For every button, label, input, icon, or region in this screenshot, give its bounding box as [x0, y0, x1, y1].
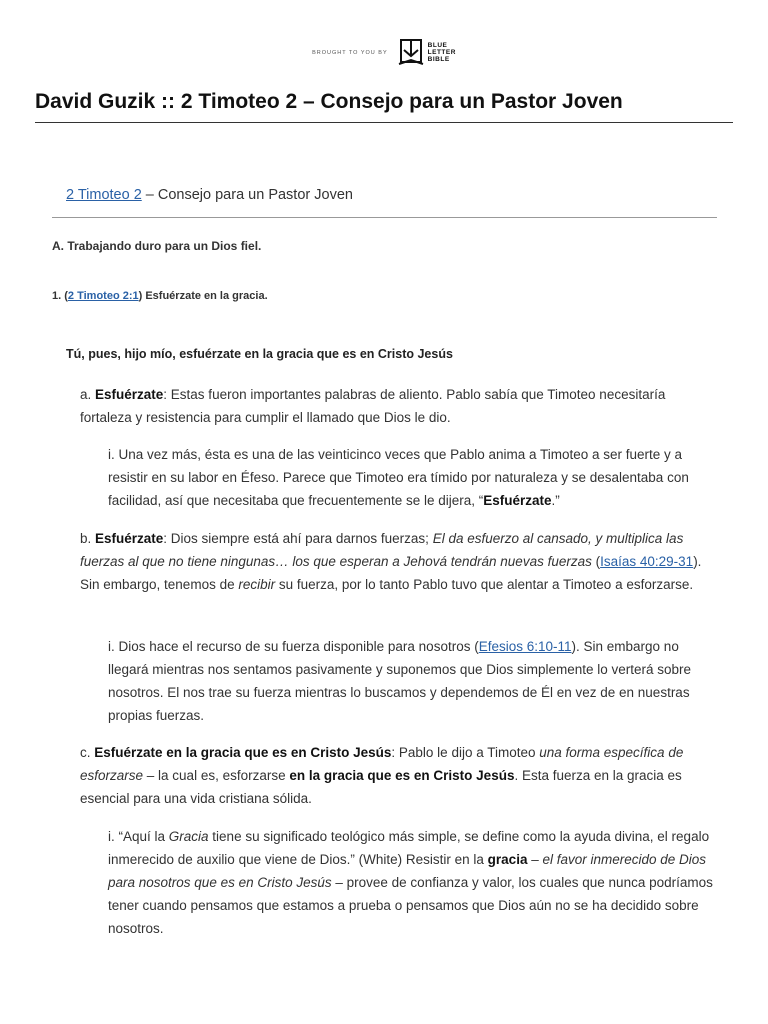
- isaias-link[interactable]: Isaías 40:29-31: [600, 554, 694, 569]
- verse-reference-link[interactable]: 2 Timoteo 2:1: [67, 290, 139, 302]
- text-b-3: ). Sin embargo, tenemos de: [80, 554, 702, 592]
- text-c-i-2: tiene su significado teológico más simple, se define como la ayuda divina, el regalo inmerecido de auxilio que viene de Dios.” (White) Resistir en la: [108, 829, 710, 867]
- text-b-i-1: i. Dios hace el recurso de su fuerza disponible para nosotros (: [108, 639, 479, 654]
- keyword-a: Esfuérzate: [95, 387, 164, 402]
- logo-wordmark: [428, 42, 456, 63]
- emphasis-c: una forma específica de esforzarse: [80, 745, 684, 783]
- text-b-4: su fuerza, por lo tanto Pablo tuvo que alentar a Timoteo a esforzarse.: [275, 577, 694, 592]
- section-heading-a: A. Trabajando duro para un Dios fiel.: [52, 239, 262, 253]
- text-b-2: (: [591, 554, 601, 569]
- text-c-1: : Pablo le dijo a Timoteo: [391, 745, 540, 760]
- keyword-b: Esfuérzate: [95, 531, 164, 546]
- end-a-i: .”: [551, 493, 560, 508]
- keyword-c-1: Esfuérzate en la gracia que es en Cristo Jesús: [94, 745, 392, 760]
- keyword-gracia: gracia: [487, 852, 528, 867]
- efesios-link[interactable]: Efesios 6:10-11: [478, 639, 572, 654]
- point-title: ) Esfuérzate en la gracia.: [138, 290, 268, 302]
- chapter-link[interactable]: 2 Timoteo 2: [66, 187, 142, 203]
- chapter-subtitle: – Consejo para un Pastor Joven: [141, 187, 353, 203]
- label-b: b.: [80, 531, 96, 546]
- text-c-3: . Esta fuerza en la gracia es esencial para una vida cristiana sólida.: [80, 768, 682, 806]
- chapter-header: [66, 187, 353, 203]
- text-c-i-3: –: [527, 852, 543, 867]
- text-b-i-2: ). Sin embargo no llegará mientras nos sentamos pasivamente y suponemos que Dios simplemente lo verterá sobre nosotros. El nos trae su fuerza mientras lo buscamos y dependemos de Él en vez de en nuestras propias fuerzas.: [108, 639, 692, 723]
- blue-letter-bible-logo-icon[interactable]: [398, 36, 424, 68]
- label-a: a.: [80, 387, 96, 402]
- quote-b: El da esfuerzo al cansado, y multiplica las fuerzas al que no tiene ningunas… los que esperan a Jehová tendrán nuevas fuerzas: [80, 531, 684, 569]
- text-c-2: – la cual es, esforzarse: [143, 768, 290, 783]
- label-c: c.: [80, 745, 95, 760]
- verse-text: Tú, pues, hijo mío, esfuérzate en la gracia que es en Cristo Jesús: [66, 347, 453, 361]
- text-c-i-4: – provee de confianza y valor, los cuales que nunca podríamos tener cuando pensamos que estamos a prueba o pensamos que Dios aún no se ha decidido sobre nosotros.: [108, 875, 713, 936]
- chapter-divider: [52, 217, 717, 218]
- page-title: David Guzik :: 2 Timoteo 2 – Consejo para un Pastor Joven: [35, 90, 623, 113]
- keyword-c-2: en la gracia que es en Cristo Jesús: [289, 768, 515, 783]
- brought-to-you-by: BROUGHT TO YOU BY: [312, 50, 388, 56]
- text-a: : Estas fueron importantes palabras de aliento. Pablo sabía que Timoteo necesitaría fortaleza y resistencia para cumplir el llamado que Dios le dio.: [80, 387, 666, 425]
- text-a-i: i. Una vez más, ésta es una de las veinticinco veces que Pablo anima a Timoteo a ser fuerte y a resistir en su labor en Éfeso. Parece que Timoteo era tímido por naturaleza y se desalentaba con facilidad, así que necesitaba que frecuentemente se le dijera, “: [108, 447, 689, 508]
- keyword-a-i: Esfuérzate: [483, 493, 552, 508]
- paragraph-b-i: [108, 635, 708, 727]
- paragraph-c: [80, 741, 720, 810]
- point-heading-1: [52, 290, 268, 302]
- point-prefix: 1. (: [52, 290, 68, 302]
- text-c-i-1: i. “Aquí la: [108, 829, 169, 844]
- paragraph-a: [80, 383, 720, 429]
- brand-bar: [0, 34, 768, 70]
- text-b-1: : Dios siempre está ahí para darnos fuerzas;: [163, 531, 433, 546]
- logo-line-1: BLUE: [427, 41, 448, 49]
- emphasis-gracia: Gracia: [168, 829, 209, 844]
- paragraph-b: [80, 527, 720, 596]
- emphasis-b: recibir: [238, 577, 276, 592]
- paragraph-a-i: [108, 443, 708, 512]
- title-divider: [35, 122, 733, 123]
- logo-line-2: LETTER: [427, 48, 456, 56]
- paragraph-c-i: [108, 825, 713, 940]
- logo-line-3: BIBLE: [427, 55, 450, 63]
- emphasis-favor: el favor inmerecido de Dios para nosotros que es en Cristo Jesús: [108, 852, 707, 890]
